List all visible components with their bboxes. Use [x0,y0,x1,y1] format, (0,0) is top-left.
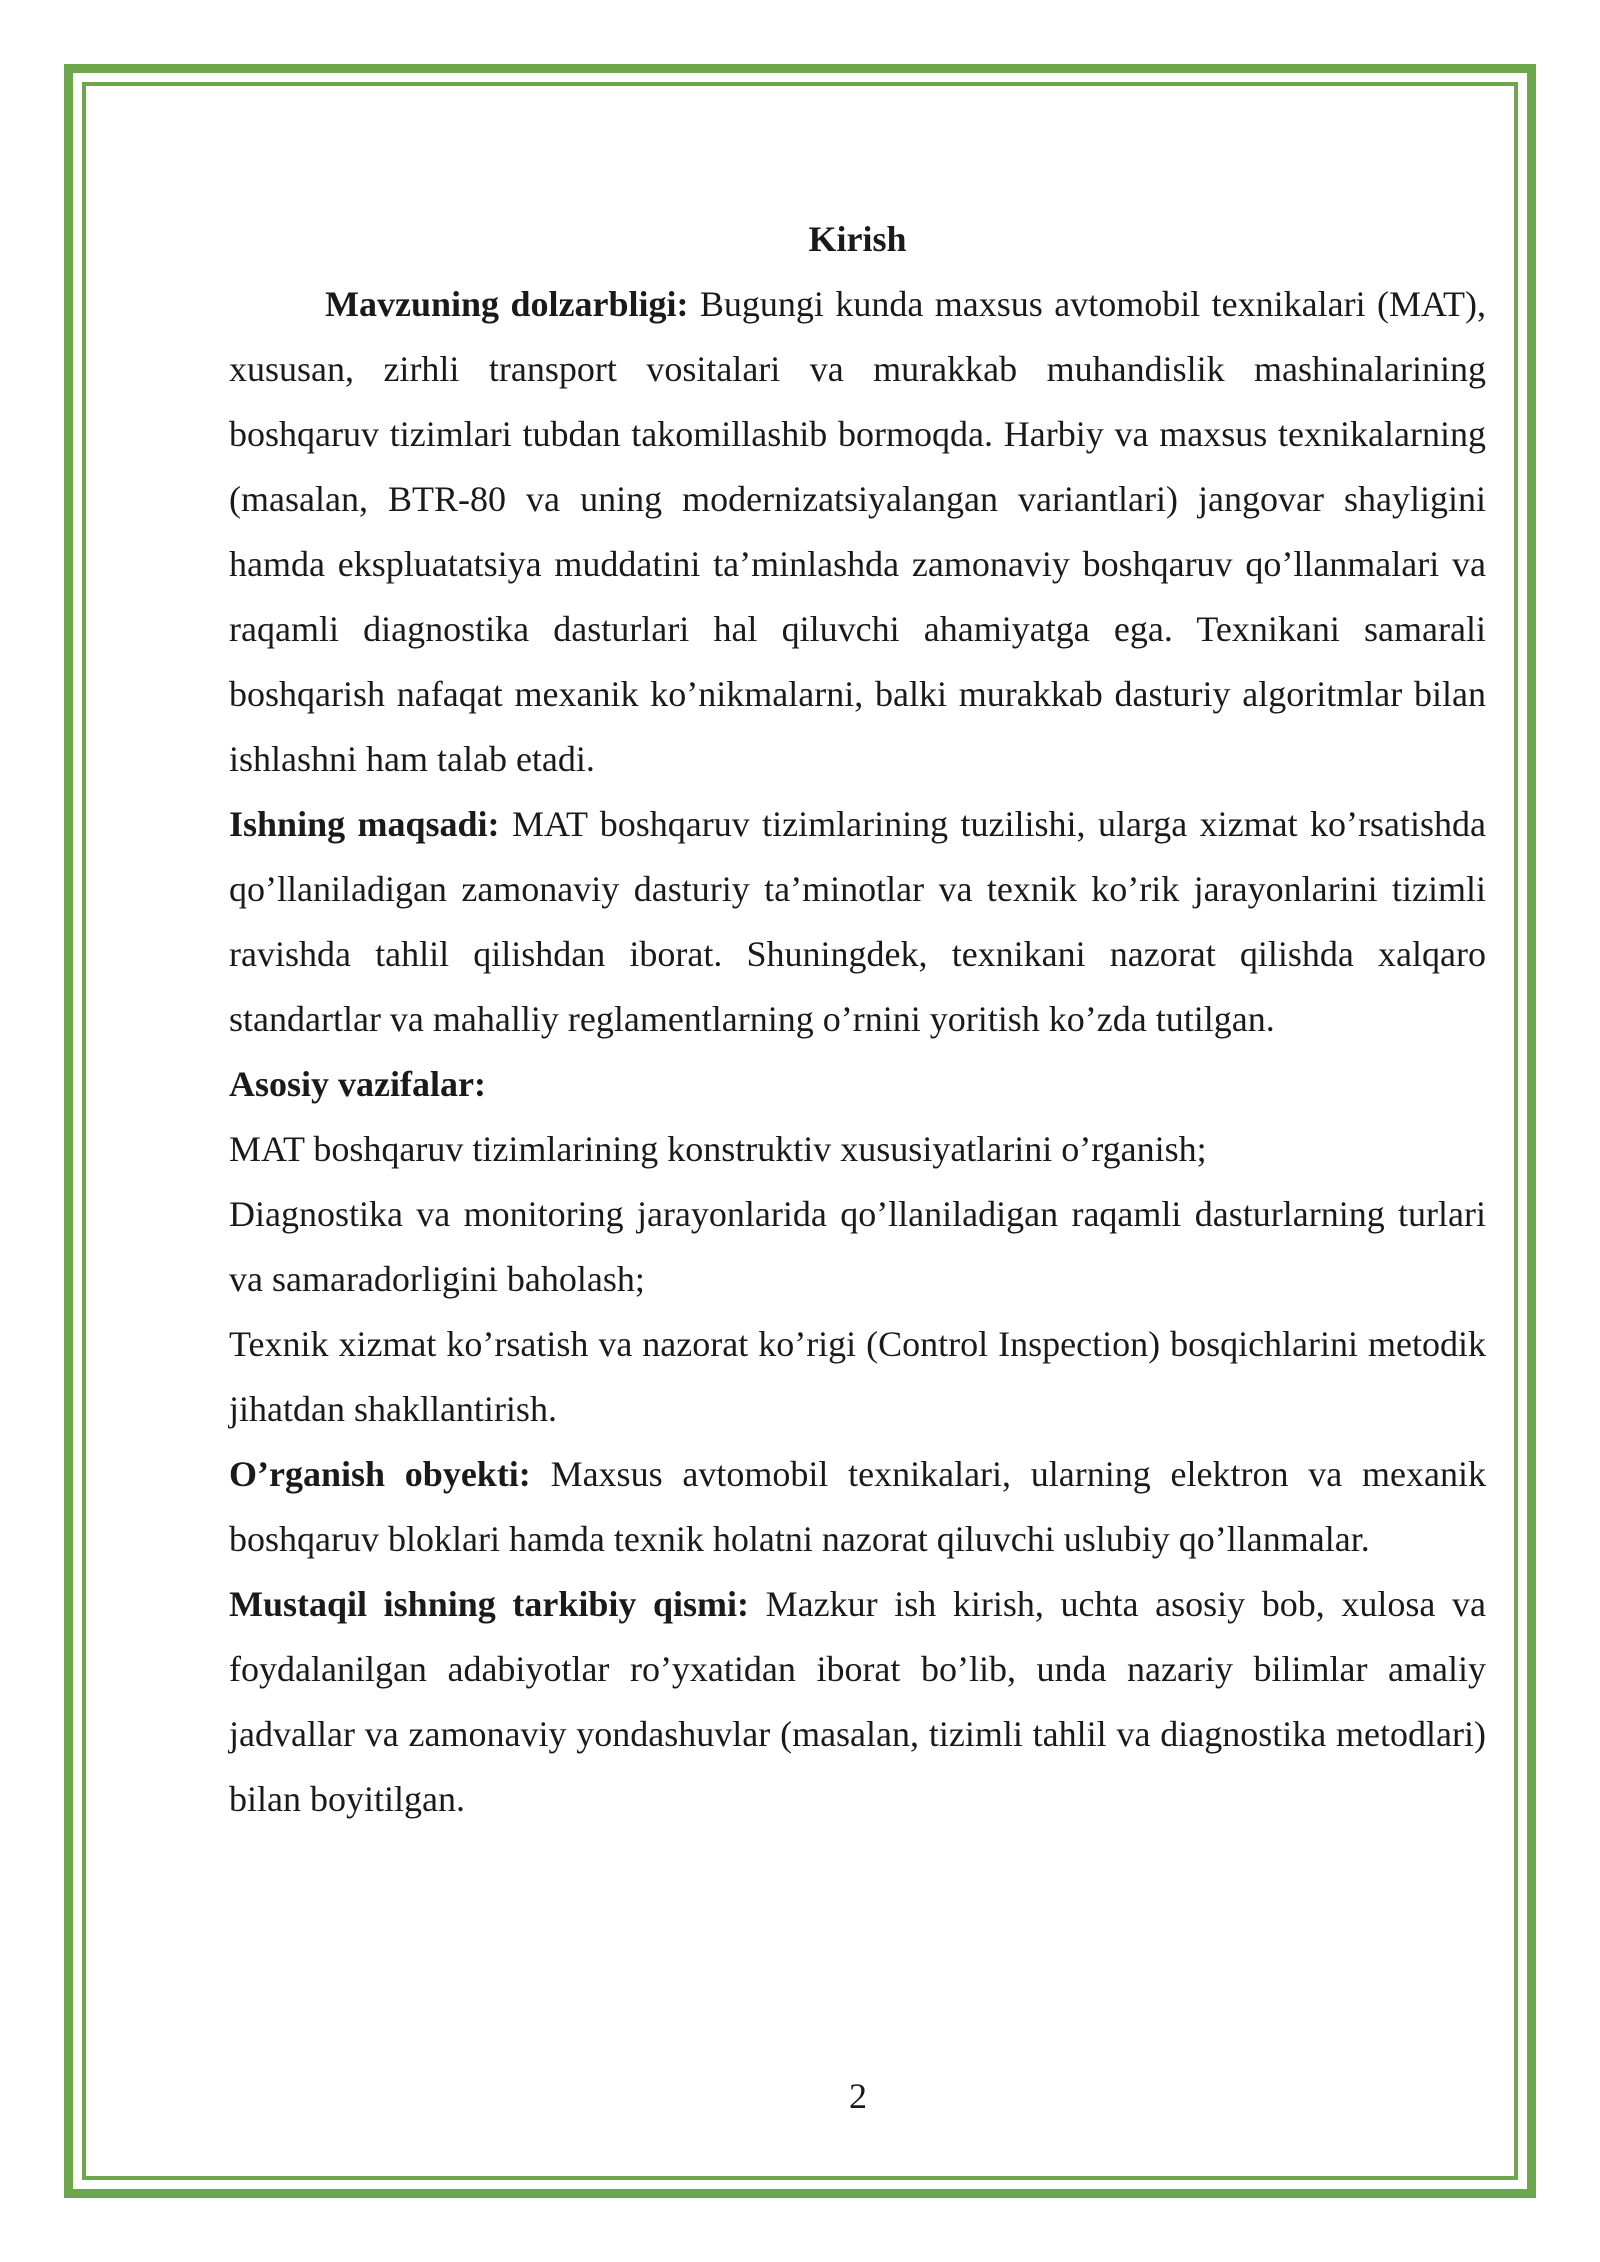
relevance-text: Bugungi kunda maxsus avtomobil texnikalari (MAT), xususan, zirhli transport vositalari va murakkab muhandislik mashinalarining boshqaruv tizimlari tubdan takomillashib bormoqda. Harbiy va maxsus texnikalarning (masalan, BTR-80 va uning modernizatsiyalangan variantlari) jangovar shayligini hamda ekspluatatsiya muddatini ta’minlashda zamonaviy boshqaruv qo’llanmalari va raqamli diagnostika dasturlari hal qiluvchi ahamiyatga ega. Texnikani samarali boshqarish nafaqat mexanik ko’nikmalarni, balki murakkab dasturiy algoritmlar bilan ishlashni ham talab etadi. [229,284,1486,779]
tasks-label: Asosiy vazifalar: [229,1064,486,1104]
structure-paragraph [229,1572,1486,1832]
relevance-label: Mavzuning dolzarbligi: [325,284,689,324]
goal-label: Ishning maqsadi: [229,804,500,844]
goal-text: MAT boshqaruv tizimlarining tuzilishi, ularga xizmat ko’rsatishda qo’llaniladigan zamonaviy dasturiy ta’minotlar va texnik ko’rik jarayonlarini tizimli ravishda tahlil qilishdan iborat. Shuningdek, texnikani nazorat qilishda xalqaro standartlar va mahalliy reglamentlarning o’rnini yoritish ko’zda tutilgan. [229,804,1486,1039]
section-title: Kirish [808,219,907,259]
object-label: O’rganish obyekti: [229,1454,531,1494]
page-number: 2 [849,2076,867,2116]
task-item: Texnik xizmat ko’rsatish va nazorat ko’rigi (Control Inspection) bosqichlarini metodik jihatdan shakllantirish. [229,1324,1486,1429]
relevance-paragraph [229,272,1486,792]
document-body [229,207,1486,1832]
object-text: Maxsus avtomobil texnikalari, ularning elektron va mexanik boshqaruv bloklari hamda texnik holatni nazorat qiluvchi uslubiy qo’llanmalar. [229,1454,1486,1559]
task-item: Diagnostika va monitoring jarayonlarida qo’llaniladigan raqamli dasturlarning turlari va samaradorligini baholash; [229,1194,1486,1299]
goal-paragraph [229,792,1486,1052]
task-item: MAT boshqaruv tizimlarining konstruktiv xususiyatlarini o’rganish; [229,1129,1207,1169]
object-paragraph [229,1442,1486,1572]
structure-text: Mazkur ish kirish, uchta asosiy bob, xulosa va foydalanilgan adabiyotlar ro’yxatidan iborat bo’lib, unda nazariy bilimlar amaliy jadvallar va zamonaviy yondashuvlar (masalan, tizimli tahlil va diagnostika metodlari) bilan boyitilgan. [229,1584,1486,1819]
tasks-heading [229,1052,1486,1117]
structure-label: Mustaqil ishning tarkibiy qismi: [229,1584,750,1624]
